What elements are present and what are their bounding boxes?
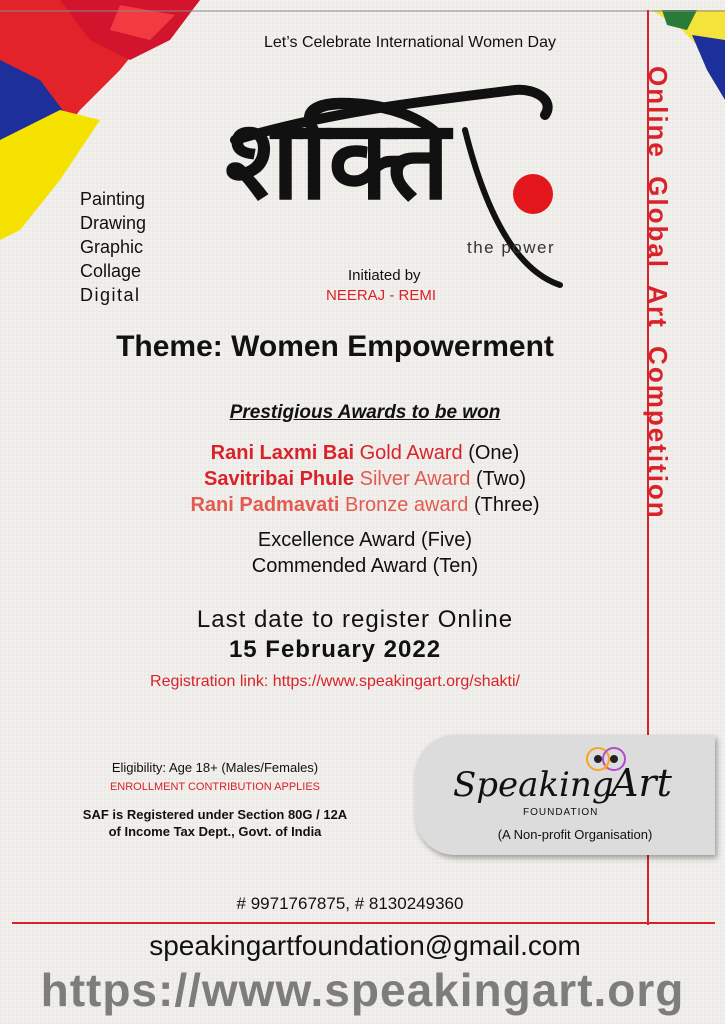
award-count: (Three) <box>473 494 540 516</box>
theme-heading: Theme: Women Empowerment <box>116 330 554 363</box>
top-rule <box>0 10 725 12</box>
red-horizontal-rule <box>12 922 715 924</box>
registration-link[interactable]: Registration link: https://www.speakingart.org/shakti/ <box>150 673 520 690</box>
shakti-logo <box>215 70 575 300</box>
side-banner: Online Global Art Competition <box>643 66 673 520</box>
category-list <box>80 187 146 307</box>
category-item: Graphic <box>80 237 144 257</box>
tagline: Let’s Celebrate International Women Day <box>263 34 556 51</box>
award-row <box>100 492 630 518</box>
other-award-item: Commended Award (Ten) <box>251 555 479 577</box>
initiators: NEERAJ - REMI <box>326 287 437 304</box>
award-name: Rani Laxmi Bai <box>210 442 355 464</box>
award-type: Silver Award <box>359 468 471 490</box>
contact-email[interactable]: speakingartfoundation@gmail.com <box>149 930 581 961</box>
org-foundation: FOUNDATION <box>523 807 599 818</box>
category-item: Collage <box>80 261 142 281</box>
org-logo-card <box>415 735 715 855</box>
award-count: (Two) <box>475 468 526 490</box>
award-type: Bronze award <box>344 494 469 516</box>
award-row <box>100 440 630 466</box>
last-date-label: Last date to register Online <box>196 606 514 633</box>
eligibility-age: Eligibility: Age 18+ (Males/Females) <box>111 760 319 775</box>
eligibility-block <box>50 760 380 839</box>
category-item: Painting <box>80 189 146 209</box>
award-name: Savitribai Phule <box>204 468 355 490</box>
org-script-left: Speaking <box>453 765 614 805</box>
award-count: (One) <box>468 442 520 464</box>
last-date: 15 February 2022 <box>228 636 442 663</box>
phone-numbers: # 9971767875, # 8130249360 <box>236 894 464 913</box>
footer-url[interactable]: https://www.speakingart.org <box>40 964 685 1016</box>
award-list <box>100 440 630 518</box>
category-item: Drawing <box>80 213 147 233</box>
awards-heading: Prestigious Awards to be won <box>229 402 501 423</box>
registration-line-1: SAF is Registered under Section 80G / 12A <box>82 807 348 822</box>
award-type: Gold Award <box>359 442 463 464</box>
enrollment-fee: ENROLLMENT CONTRIBUTION APPLIES <box>109 781 321 793</box>
category-item: Digital <box>80 285 141 305</box>
initiated-by-label: Initiated by <box>348 267 421 284</box>
logo-subtitle: the power <box>467 238 556 257</box>
registration-line-2: of Income Tax Dept., Govt. of India <box>108 824 322 839</box>
logo-title-script: शक्ति <box>225 95 450 224</box>
other-awards <box>100 527 630 579</box>
award-name: Rani Padmavati <box>190 494 340 516</box>
org-tagline: (A Non-profit Organisation) <box>497 827 653 842</box>
other-award-item: Excellence Award (Five) <box>257 529 473 551</box>
org-script-right: Art <box>611 761 672 805</box>
award-row <box>100 466 630 492</box>
